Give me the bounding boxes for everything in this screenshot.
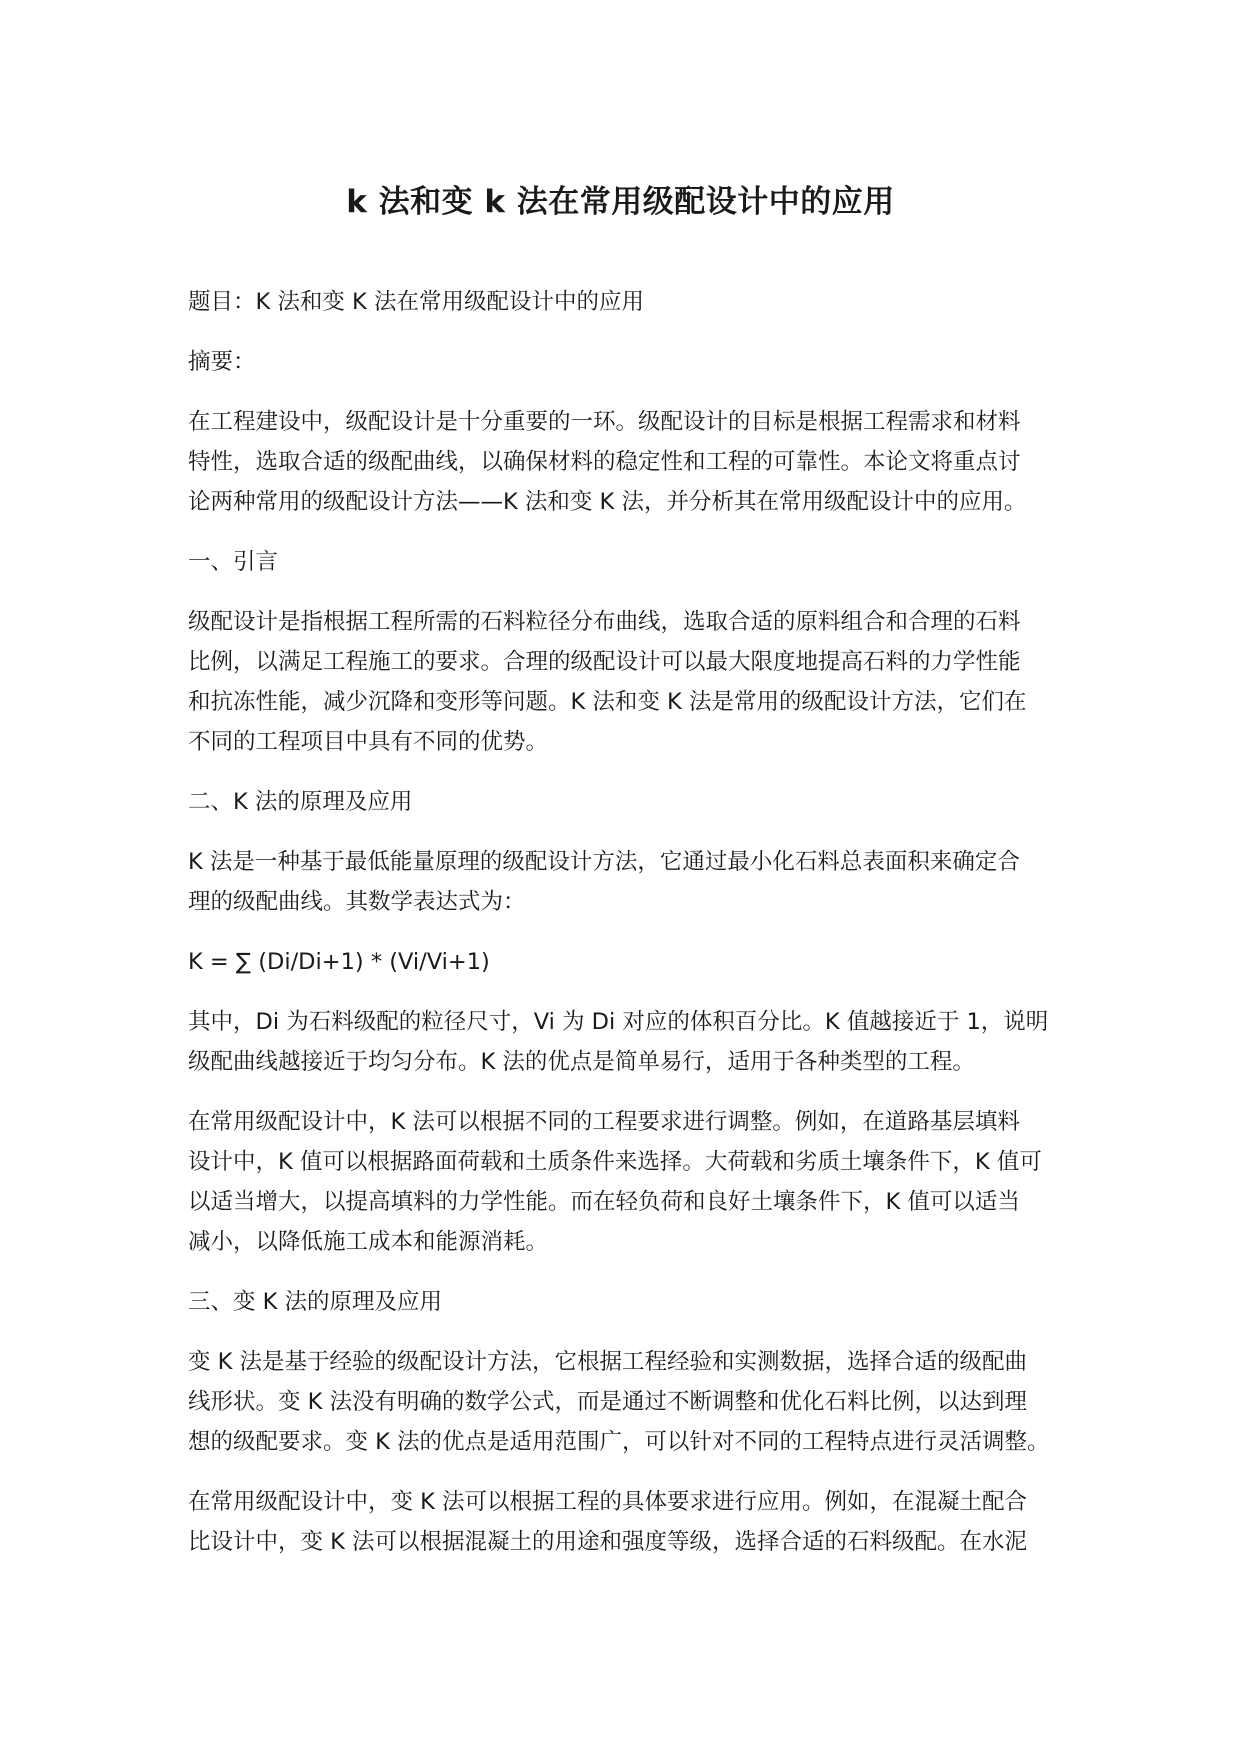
section-heading-k-method: 二、K 法的原理及应用 <box>188 789 413 815</box>
k-formula: K = ∑ (Di/Di+1) * (Vi/Vi+1) <box>188 949 490 975</box>
text-line: 比例，以满足工程施工的要求。合理的级配设计可以最大限度地提高石料的力学性能 <box>188 649 1021 675</box>
k-method-paragraph <box>188 842 1078 922</box>
section-heading-variable-k-method: 三、变 K 法的原理及应用 <box>188 1289 443 1315</box>
variable-k-application-paragraph <box>188 1482 1078 1562</box>
k-application-paragraph <box>188 1102 1078 1262</box>
text-line: 变 K 法是基于经验的级配设计方法，它根据工程经验和实测数据，选择合适的级配曲 <box>188 1349 1028 1375</box>
text-line: 不同的工程项目中具有不同的优势。 <box>188 729 549 755</box>
text-line: 设计中，K 值可以根据路面荷载和土质条件来选择。大荷载和劣质土壤条件下，K 值可 <box>188 1149 1042 1175</box>
text-line: 特性，选取合适的级配曲线，以确保材料的稳定性和工程的可靠性。本论文将重点讨 <box>188 449 1021 475</box>
text-line: 级配设计是指根据工程所需的石料粒径分布曲线，选取合适的原料组合和合理的石料 <box>188 609 1021 635</box>
section-heading-introduction: 一、引言 <box>188 549 279 575</box>
abstract-paragraph <box>188 402 1078 522</box>
text-line: 理的级配曲线。其数学表达式为： <box>188 889 526 915</box>
text-line: 在工程建设中，级配设计是十分重要的一环。级配设计的目标是根据工程需求和材料 <box>188 409 1021 435</box>
text-line: 在常用级配设计中，变 K 法可以根据工程的具体要求进行应用。例如，在混凝土配合 <box>188 1489 1028 1515</box>
text-line: 级配曲线越接近于均匀分布。K 法的优点是简单易行，适用于各种类型的工程。 <box>188 1049 975 1075</box>
abstract-label: 摘要： <box>188 349 256 375</box>
text-line: 在常用级配设计中，K 法可以根据不同的工程要求进行调整。例如，在道路基层填料 <box>188 1109 1020 1135</box>
topic-line: 题目：K 法和变 K 法在常用级配设计中的应用 <box>188 289 644 315</box>
text-line: 以适当增大，以提高填料的力学性能。而在轻负荷和良好土壤条件下，K 值可以适当 <box>188 1189 1020 1215</box>
text-line: 比设计中，变 K 法可以根据混凝土的用途和强度等级，选择合适的石料级配。在水泥 <box>188 1529 1028 1555</box>
document-title: k 法和变 k 法在常用级配设计中的应用 <box>346 184 895 220</box>
text-line: 其中，Di 为石料级配的粒径尺寸，Vi 为 Di 对应的体积百分比。K 值越接近于 1，说明 <box>188 1009 1049 1035</box>
document-body <box>188 282 1078 1582</box>
variable-k-paragraph <box>188 1342 1078 1462</box>
k-variables-paragraph <box>188 1002 1078 1082</box>
text-line: 想的级配要求。变 K 法的优点是适用范围广，可以针对不同的工程特点进行灵活调整。 <box>188 1429 1050 1455</box>
text-line: 和抗冻性能，减少沉降和变形等问题。K 法和变 K 法是常用的级配设计方法，它们在 <box>188 689 1027 715</box>
introduction-paragraph <box>188 602 1078 762</box>
text-line: 减小，以降低施工成本和能源消耗。 <box>188 1229 549 1255</box>
text-line: 线形状。变 K 法没有明确的数学公式，而是通过不断调整和优化石料比例，以达到理 <box>188 1389 1028 1415</box>
text-line: 论两种常用的级配设计方法——K 法和变 K 法，并分析其在常用级配设计中的应用。 <box>188 489 1027 515</box>
text-line: K 法是一种基于最低能量原理的级配设计方法，它通过最小化石料总表面积来确定合 <box>188 849 1020 875</box>
